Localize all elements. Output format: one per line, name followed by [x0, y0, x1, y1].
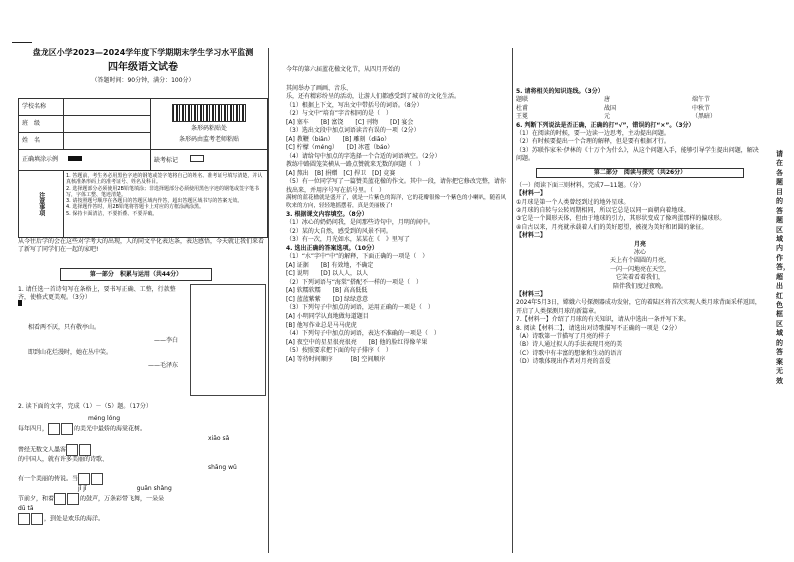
name-label: 姓 名 [19, 133, 64, 150]
absent-box[interactable] [190, 155, 204, 162]
notes-label: 注意事项 [19, 171, 64, 238]
fill-example: 正确填涂示例 [19, 150, 151, 171]
column-2: 今年的第六届蓝花楹文化节，从四月开始的 其间举办了画画、音乐、 乐，还有精彩纷呈的活动，让游人们都感受到了城市的文化生活。 （1）根据上下文，写出文中带括号的词语。（8分） （2）与文中“培育”字音相同的是（ ） [A] 塞车 [B] 富饶 [C] 刊物 [D] 宴会 （3）选出文段中加点词语读音有误的一项（2分） [A] 教鞭（biān） [B] 雕刻（diāo） [C] 柠檬（méng） [D] 冰雹（báo） （4）请给句中加点的字选择一个合适的词语填空。（2分） 教练中路圆笼笑横从一路点赞就来无数的问题（ ） [A] 熬出 [B] 捐赠 [C] 捍卫 [D] 竞赛 （5）有一位同学写了一篇赞美蓝花楹的作文。其中一段，请你把它修改完整，请你找出来，并用序号写在括号里。（ ） 满树的蓝花楹就是盛开了，就是一片紫色的海洋，它的花瓣很像一个紫色的小喇叭，随着风吹来的方向，轻轻地摇摆着，真是美丽极了! 3. 根据课文内容填空。（8分） （1）冰心的奶奶问我，是问那些诗句中，月明的间中。 （2）某的大自然，感受到的风景不同。 （3）有一次，月光如水，某某在《 》里写了 4. 选出正确的答案选项。（10分） （1）“水”字中“中”的解释，下面正确的一项是（ ） [A] 证据 [B] 有效地，不确定 [C] 说明 [D] 以人人，以人 （2）下列词语与“海棠”搭配不一样的一项是（ ） [A] 软糯软糯 [B] 高高低低 [C] 蓝蓝紫紫 [D] 绿绿意意 （3）下列句子中加点的词语，运用正确的一项是（ ） [A] 小明同学认真地做每道题目 [B] 他写作业总是马马虎虎 （4）下列句子中加点的词语，表达不准确的一项是（ ） [A] 夜空中的星星很亮很亮 [B] 他的脸红得像苹果 （5）按照要求把下面的句子排序（ ） [A] 等待时间顺序 [B] 空间顺序 [286, 66, 507, 363]
filled-mark-icon [68, 156, 82, 161]
school-line: 盘龙区小学2023—2024学年度下学期期末学生学习水平监测 [32, 48, 254, 57]
exam-meta: （答题时间：90分钟，满分：100分） [91, 76, 195, 84]
header [18, 48, 268, 84]
q2-text: méng lóng 每年四月， 的美光中最娇的海棠花树。 xiāo sǎ 曾经无数文人墨客 的中国人，就有许多美丽的诗歌、 shāng wǔ 有一个美丽的传说。当 jǐ jǐ guān shǎng 节前夕，和着 的鼓声，万条彩带飞舞，一朵朵 dū tā ，到处是欢乐的海洋。 [18, 415, 268, 525]
school-field[interactable] [64, 99, 151, 116]
q2: 2. 读下面的文字，完成（1）－（5）题。（17分） [18, 403, 152, 410]
intro: 从今往后学的会在这些对学考大的出现，人的同文平化表达条，表达感悟，今天就让我们来看了新写了同学们在一起的家吧! [18, 238, 265, 253]
top-mark [12, 42, 32, 43]
match-table: 题联 杜甫 王冕 唐 战国 元 端午节 中秋节 （黑暗） [516, 96, 716, 121]
class-label: 班 级 [19, 116, 64, 133]
q1: 1. 请任选一首诗句写在条格上，要书写正确、工整，行款整齐，使格式更美观。（3分） [18, 286, 176, 301]
answer-box[interactable] [190, 284, 266, 396]
barcode-area [151, 99, 268, 150]
notes: 1. 答题前，考生务必用黑色字迹的钢笔或签字笔将自己的姓名、准考证号填写清楚，并认真核准条形码上的准考证号、姓名及科目。 2. 选择题部分必须使用2B铅笔填涂；非选择题部分必须使用黑色字迹的钢笔或签字笔书写，字体工整、笔迹清楚。 3. 请按照题号顺序在各题目的答题区域内作答，超出答题区域书写的答案无效。 4. 选择题作答时，用2B铅笔将答题卡上对应的方框涂满涂黑。 5. 保持卡面清洁，不要折叠、不要弄破。 [64, 171, 268, 238]
class-field[interactable] [64, 116, 151, 133]
part1-title: 第一部分 积累与运用（共44分） [60, 268, 212, 281]
barcode-note: 条形码由监考老师粘贴 [178, 136, 239, 144]
part2-title: 第二部分 阅读与探究（共26分） [536, 168, 744, 178]
info-table [18, 98, 268, 238]
exam-title: 四年级语文试卷 [108, 62, 178, 73]
name-field[interactable] [64, 133, 151, 150]
column-divider [268, 48, 269, 553]
side-marker [18, 300, 22, 306]
absent-mark: 缺考标记 [151, 150, 268, 171]
side-notice: 请在各题目的答题区域内作答，超出红色框区域的答案无效 [776, 150, 790, 385]
poem: 相看两不厌，只有敬亭山。 ——李白 即到山花烂漫时，她在丛中笑。 ——毛泽东 [28, 324, 178, 369]
school-label: 学校名称 [19, 99, 64, 116]
barcode-icon [172, 104, 246, 122]
barcode-label: 条形码粘贴处 [190, 124, 227, 132]
column-divider-2 [512, 48, 513, 553]
column-3: 5. 请将相关的知识连线。（3分） 题联 杜甫 王冕 唐 战国 元 端午节 中秋节 （黑暗） 6. 判断下列说法是否正确，正确的打“√”，错误的打“×”。（3分） （1）在阅读的时候，要一边读一边思考，主动提出问题。 （2）有时候要提出一个合理的解释，但是要有根据才行。 （3）苏联作家米·伊林的《十万个为什么》，从这个问题入手，能够引导学生提出问题，解决问题。 第二部分 阅读与探究（共26分） （一）阅读下面三则材料，完成7—11题。（分） 【材料一】 ①月球是第一个人类曾经到过的地外星球。 ②月球的自转与公转周期相同，所以它总是以同一面朝向着地球。 ③它是一个圆形天体，但由于地球的引力，其形状变成了像鸡蛋那样的偏球形。 ④自古以来，月亮就承载着人们的美好愿望，被视为美好和团圆的象征。 【材料二】 月亮 冰心 天上有个圆圆的月亮， 一闪一闪地亮在天空， 它笑着看着我们， 陪伴我们度过夜晚。 【材料三】 2024年5月3日，嫦娥六号探测器成功发射，它的着陆区将首次实现人类月球背面采样返回，开启了人类探测月球的新篇章。 7.【材料一】介绍了月球的有关知识，请从中选出一条并写下来。 8. 阅读【材料二】，请选出对诗歌描写不正确的一项是（2分） （A）诗歌第一节描写了月亮的样子 （B）诗人通过拟人的手法表现月亮的美 （C）诗歌中有丰富的想象和生动的语言 （D）诗歌体现出作者对月亮的喜爱 [516, 88, 761, 366]
